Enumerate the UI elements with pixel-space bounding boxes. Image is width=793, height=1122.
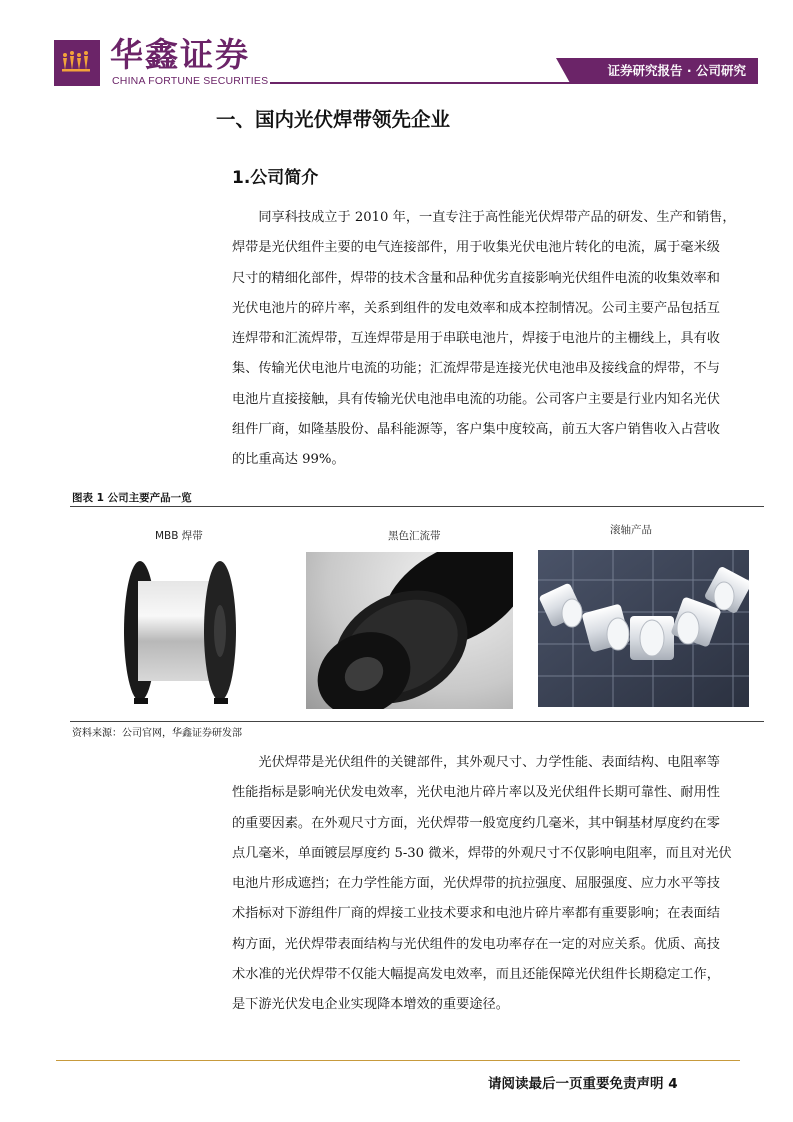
black-bus-ribbon-image — [306, 552, 513, 709]
paragraph-line: 连焊带和汇流焊带，互连焊带是用于串联电池片，焊接于电池片的主栅线上，具有收 — [232, 331, 720, 347]
company-logo-mark — [54, 40, 100, 86]
spool-products-image — [538, 550, 749, 707]
company-intro-paragraph — [232, 203, 752, 476]
product-label-spool: 滚轴产品 — [610, 524, 652, 536]
figure-title: 图表 1 公司主要产品一览 — [72, 492, 192, 504]
paragraph-line: 术水准的光伏焊带不仅能大幅提高发电效率，而且还能保障光伏组件长期稳定工作， — [232, 967, 720, 983]
paragraph-line: 组件厂商，如隆基股份、晶科能源等，客户集中度较高，前五大客户销售收入占营收 — [232, 422, 720, 438]
paragraph-line: 尺寸的精细化部件，焊带的技术含量和品种优劣直接影响光伏组件电流的收集效率和 — [232, 270, 720, 286]
paragraph-line: 是下游光伏发电企业实现降本增效的重要途径。 — [232, 997, 509, 1013]
paragraph-line: 集、传输光伏电池片电流的功能；汇流焊带是连接光伏电池串及接线盒的焊带，不与 — [232, 361, 720, 377]
disclaimer-page-number: 请阅读最后一页重要免责声明 4 — [488, 1076, 678, 1092]
subsection-title: 1.公司简介 — [232, 168, 319, 188]
ribbon-characteristics-paragraph — [232, 748, 752, 1021]
figure-top-rule — [70, 506, 764, 507]
logo-emblem-icon — [54, 40, 100, 86]
section-title: 一、国内光伏焊带领先企业 — [216, 108, 451, 131]
paragraph-line: 点几毫米，单面镀层厚度约 5-30 微米，焊带的外观尺寸不仅影响电阻率，而且对光伏 — [232, 845, 732, 861]
paragraph-line: 构方面，光伏焊带表面结构与光伏组件的发电功率存在一定的对应关系。优质、高技 — [232, 936, 720, 952]
paragraph-line: 性能指标是影响光伏发电效率，光伏电池片碎片率以及光伏组件长期可靠性、耐用性 — [232, 785, 720, 801]
logo-chinese-name: 华鑫证券 — [110, 35, 250, 74]
paragraph-line: 电池片直接接触，具有传输光伏电池串电流的功能。公司客户主要是行业内知名光伏 — [232, 391, 720, 407]
paragraph-line: 术指标对下游组件厂商的焊接工业技术要求和电池片碎片率都有重要影响；在表面结 — [232, 906, 720, 922]
figure-source-note: 资料来源：公司官网，华鑫证券研发部 — [72, 728, 242, 739]
mbb-ribbon-spool-image — [120, 553, 240, 713]
paragraph-line: 电池片形成遮挡；在力学性能方面，光伏焊带的抗拉强度、屈服强度、应力水平等技 — [232, 876, 720, 892]
logo-english-name: CHINA FORTUNE SECURITIES — [112, 75, 269, 87]
product-label-mbb: MBB 焊带 — [155, 530, 203, 542]
paragraph-line: 的比重高达 99%。 — [232, 452, 345, 468]
figure-bottom-rule — [70, 721, 764, 722]
product-label-black-bus: 黑色汇流带 — [388, 530, 441, 542]
report-type-tag: 证券研究报告 · 公司研究 — [570, 58, 758, 83]
footer-divider — [56, 1060, 740, 1061]
paragraph-line: 焊带是光伏组件主要的电气连接部件，用于收集光伏电池片转化的电流，属于毫米级 — [232, 240, 720, 256]
paragraph-line: 光伏焊带是光伏组件的关键部件，其外观尺寸、力学性能、表面结构、电阻率等 — [232, 755, 720, 770]
paragraph-line: 的重要因素。在外观尺寸方面，光伏焊带一般宽度约几毫米，其中铜基材厚度约在零 — [232, 815, 720, 831]
paragraph-line: 光伏电池片的碎片率，关系到组件的发电效率和成本控制情况。公司主要产品包括互 — [232, 300, 720, 316]
paragraph-line: 同享科技成立于 2010 年，一直专注于高性能光伏焊带产品的研发、生产和销售， — [232, 210, 736, 225]
